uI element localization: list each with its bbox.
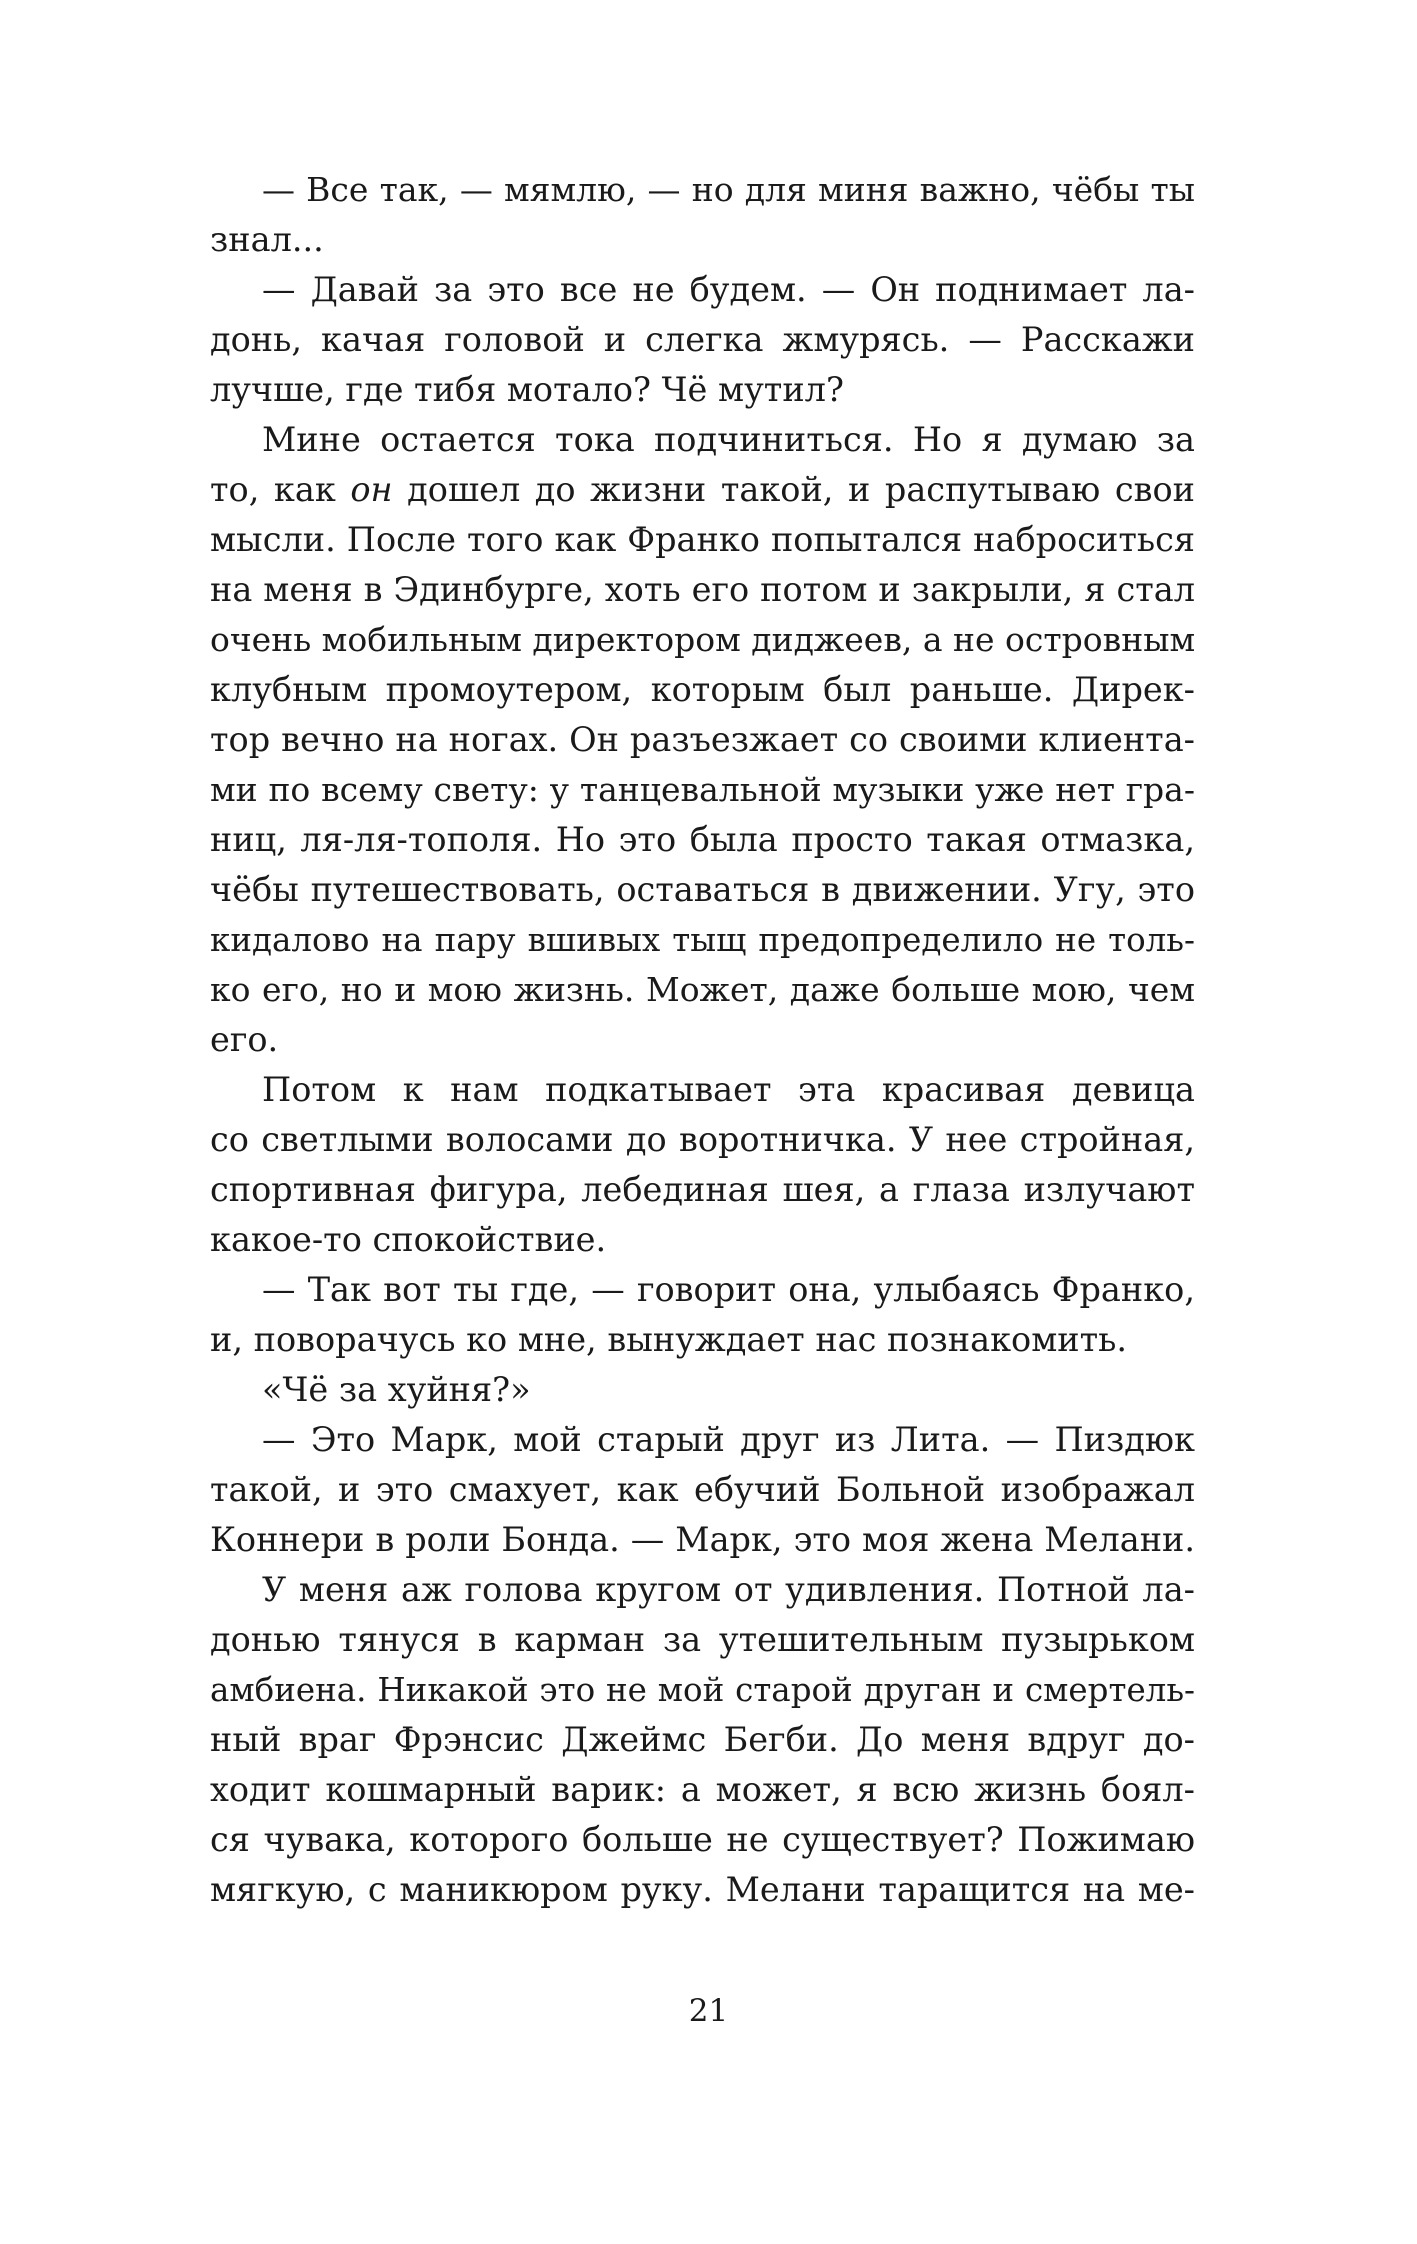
text-line: ми по всему свету: у танцевальной музыки уже нет гра-: [210, 770, 1195, 809]
text-line: какое-то спокойствие.: [210, 1220, 607, 1259]
text-line: лучше, где тибя мотало? Чё мутил?: [210, 370, 844, 409]
text-line: кидалово на пару вшивых тыщ предопределило не толь-: [210, 921, 1195, 959]
text-line: «Чё за хуйня?»: [262, 1370, 531, 1409]
text-line: очень мобильным директором диджеев, а не островным: [210, 620, 1195, 659]
text-line: клубным промоутером, которым был раньше. Дирек-: [210, 670, 1195, 709]
text-line: ниц, ля-ля-тополя. Но это была просто такая отмазка,: [210, 820, 1195, 859]
text-line: — Давай за это все не будем. — Он поднимает ла-: [262, 270, 1195, 309]
text-line: его.: [210, 1020, 279, 1059]
text-line: ко его, но и мою жизнь. Может, даже больше мою, чем: [210, 970, 1195, 1009]
text-line: спортивная фигура, лебединая шея, а глаза излучают: [210, 1170, 1195, 1209]
text-line: — Так вот ты где, — говорит она, улыбаясь Франко,: [262, 1270, 1195, 1309]
text-line: тор вечно на ногах. Он разъезжает со своими клиента-: [210, 720, 1195, 759]
text-line: знал...: [210, 220, 324, 259]
text-line: Потом к нам подкатывает эта красивая девица: [262, 1070, 1195, 1109]
text-line: мысли. После того как Франко попытался наброситься: [210, 520, 1195, 559]
text-line: У меня аж голова кругом от удивления. Потной ла-: [262, 1570, 1195, 1609]
text-line: — Это Марк, мой старый друг из Лита. — Пиздюк: [262, 1420, 1195, 1459]
page-text: [210, 165, 1195, 1915]
text-line: амбиена. Никакой это не мой старой друган и смертель-: [210, 1671, 1195, 1709]
text-line: и, поворачусь ко мне, вынуждает нас познакомить.: [210, 1320, 1128, 1359]
text-line: чёбы путешествовать, оставаться в движении. Угу, это: [210, 870, 1195, 909]
text-line: мягкую, с маникюром руку. Мелани таращится на ме-: [210, 1870, 1195, 1909]
text-line: Мине остается тока подчиниться. Но я думаю за: [262, 420, 1195, 459]
text-line: донь, качая головой и слегка жмурясь. — Расскажи: [210, 320, 1195, 359]
text-line: на меня в Эдинбурге, хоть его потом и закрыли, я стал: [210, 570, 1195, 609]
text-line: ный враг Фрэнсис Джеймс Бегби. До меня вдруг до-: [210, 1720, 1195, 1759]
text-line: то, как он дошел до жизни такой, и распутываю свои: [210, 470, 1195, 509]
text-line: Коннери в роли Бонда. — Марк, это моя жена Мелани.: [210, 1520, 1195, 1559]
text-line: ся чувака, которого больше не существует? Пожимаю: [210, 1820, 1195, 1859]
text-line: ходит кошмарный варик: а может, я всю жизнь боял-: [210, 1770, 1195, 1809]
page-number: 21: [688, 1993, 729, 2029]
emphasis: он: [350, 470, 393, 509]
text-line: такой, и это смахует, как ебучий Больной изображал: [210, 1470, 1195, 1509]
text-line: донью тянуся в карман за утешительным пузырьком: [210, 1620, 1195, 1659]
text-line: со светлыми волосами до воротничка. У нее стройная,: [210, 1120, 1195, 1159]
text-line: — Все так, — мямлю, — но для миня важно, чёбы ты: [262, 170, 1195, 209]
